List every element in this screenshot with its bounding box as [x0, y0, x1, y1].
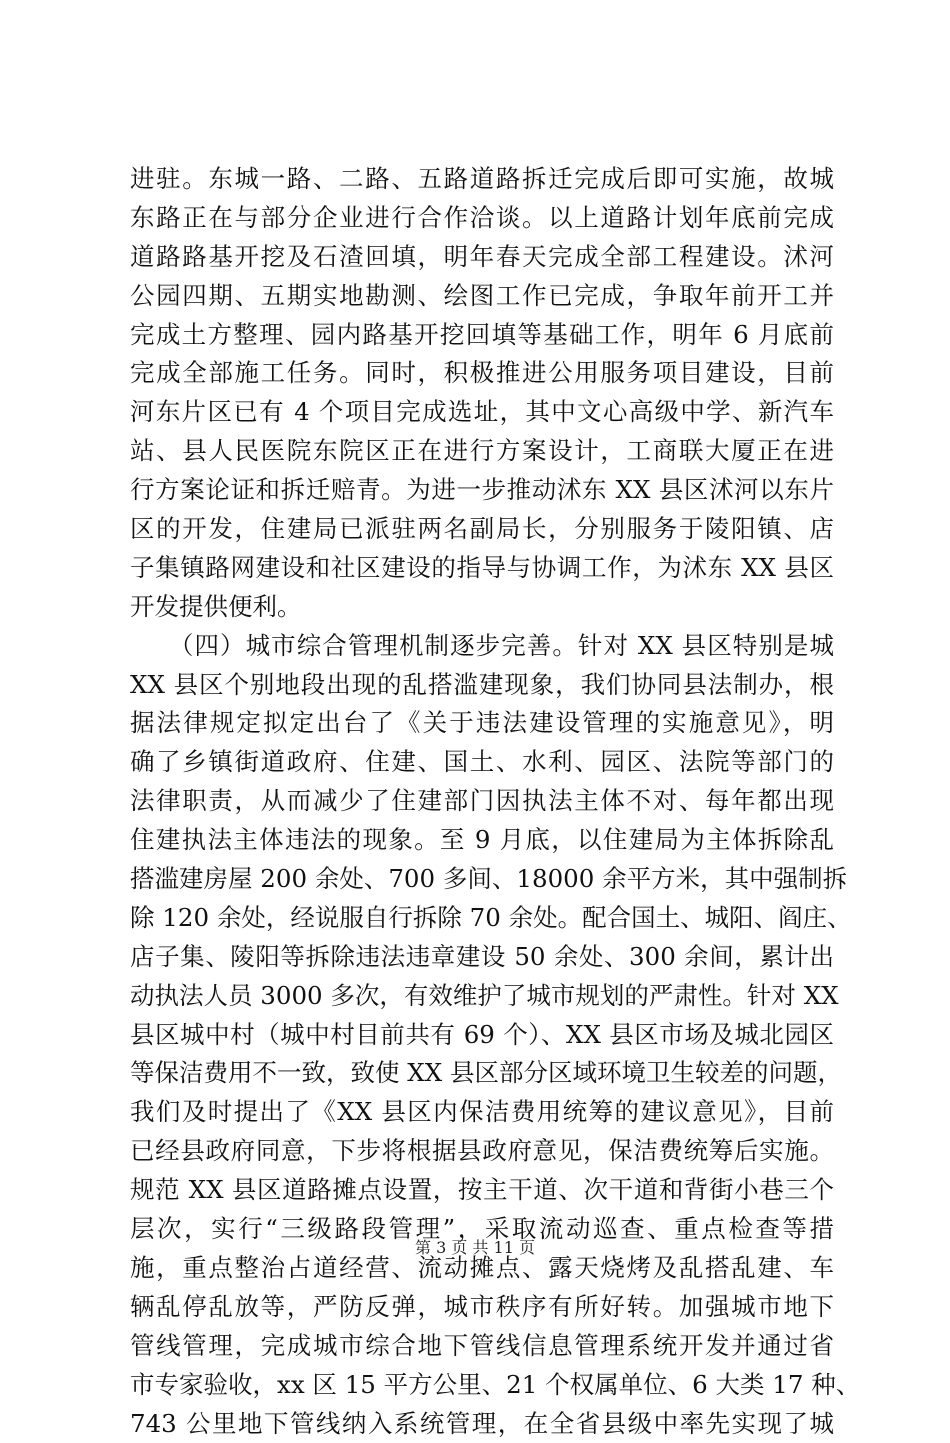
section-heading-line: （四）城市综合管理机制逐步完善。针对 XX 县区特别是城: [130, 627, 834, 666]
text-line: 道路路基开挖及石渣回填，明年春天完成全部工程建设。沭河: [130, 238, 834, 277]
text-line: 法律职责，从而减少了住建部门因执法主体不对、每年都出现: [130, 782, 834, 821]
text-line: 确了乡镇街道政府、住建、国土、水利、园区、法院等部门的: [130, 743, 834, 782]
text-line: 743 公里地下管线纳入系统管理，在全省县级中率先实现了城: [130, 1405, 834, 1443]
text-line: 除 120 余处，经说服自行拆除 70 余处。配合国土、城阳、阎庄、: [130, 899, 834, 938]
paragraph-end-line: 开发提供便利。: [130, 588, 834, 627]
text-line: XX 县区个别地段出现的乱搭滥建现象，我们协同县法制办，根: [130, 666, 834, 705]
text-line: 完成土方整理、园内路基开挖回填等基础工作，明年 6 月底前: [130, 316, 834, 355]
text-line: 搭滥建房屋 200 余处、700 多间、18000 余平方米，其中强制拆: [130, 860, 834, 899]
text-line: 已经县政府同意，下步将根据县政府意见，保洁费统筹后实施。: [130, 1132, 834, 1171]
text-line: 河东片区已有 4 个项目完成选址，其中文心高级中学、新汽车: [130, 393, 834, 432]
text-line: 规范 XX 县区道路摊点设置，按主干道、次干道和背街小巷三个: [130, 1171, 834, 1210]
text-line: 站、县人民医院东院区正在进行方案设计，工商联大厦正在进: [130, 432, 834, 471]
text-line: 辆乱停乱放等，严防反弹，城市秩序有所好转。加强城市地下: [130, 1288, 834, 1327]
text-line: 等保洁费用不一致，致使 XX 县区部分区域环境卫生较差的问题，: [130, 1054, 834, 1093]
text-line: 东路正在与部分企业进行合作洽谈。以上道路计划年底前完成: [130, 199, 834, 238]
text-line: 进驻。东城一路、二路、五路道路拆迁完成后即可实施，故城: [130, 160, 834, 199]
text-line: 住建执法主体违法的现象。至 9 月底，以住建局为主体拆除乱: [130, 821, 834, 860]
text-line: 公园四期、五期实地勘测、绘图工作已完成，争取年前开工并: [130, 277, 834, 316]
text-line: 管线管理，完成城市综合地下管线信息管理系统开发并通过省: [130, 1327, 834, 1366]
text-line: 区的开发，住建局已派驻两名副局长，分别服务于陵阳镇、店: [130, 510, 834, 549]
text-line: 完成全部施工任务。同时，积极推进公用服务项目建设，目前: [130, 354, 834, 393]
text-line: 店子集、陵阳等拆除违法违章建设 50 余处、300 余间，累计出: [130, 938, 834, 977]
page-footer: 第 3 页 共 11 页: [0, 1237, 950, 1259]
text-line: 动执法人员 3000 多次，有效维护了城市规划的严肃性。针对 XX: [130, 977, 834, 1016]
text-line: 层次，实行“三级路段管理”，采取流动巡查、重点检查等措: [130, 1210, 834, 1249]
text-line: 我们及时提出了《XX 县区内保洁费用统筹的建议意见》，目前: [130, 1093, 834, 1132]
text-line: 施，重点整治占道经营、流动摊点、露天烧烤及乱搭乱建、车: [130, 1249, 834, 1288]
text-line: 县区城中村（城中村目前共有 69 个）、XX 县区市场及城北园区: [130, 1016, 834, 1055]
text-line: 据法律规定拟定出台了《关于违法建设管理的实施意见》，明: [130, 704, 834, 743]
text-line: 子集镇路网建设和社区建设的指导与协调工作，为沭东 XX 县区: [130, 549, 834, 588]
text-line: 市专家验收，xx 区 15 平方公里、21 个权属单位、6 大类 17 种、: [130, 1366, 834, 1405]
text-line: 行方案论证和拆迁赔青。为进一步推动沭东 XX 县区沭河以东片: [130, 471, 834, 510]
